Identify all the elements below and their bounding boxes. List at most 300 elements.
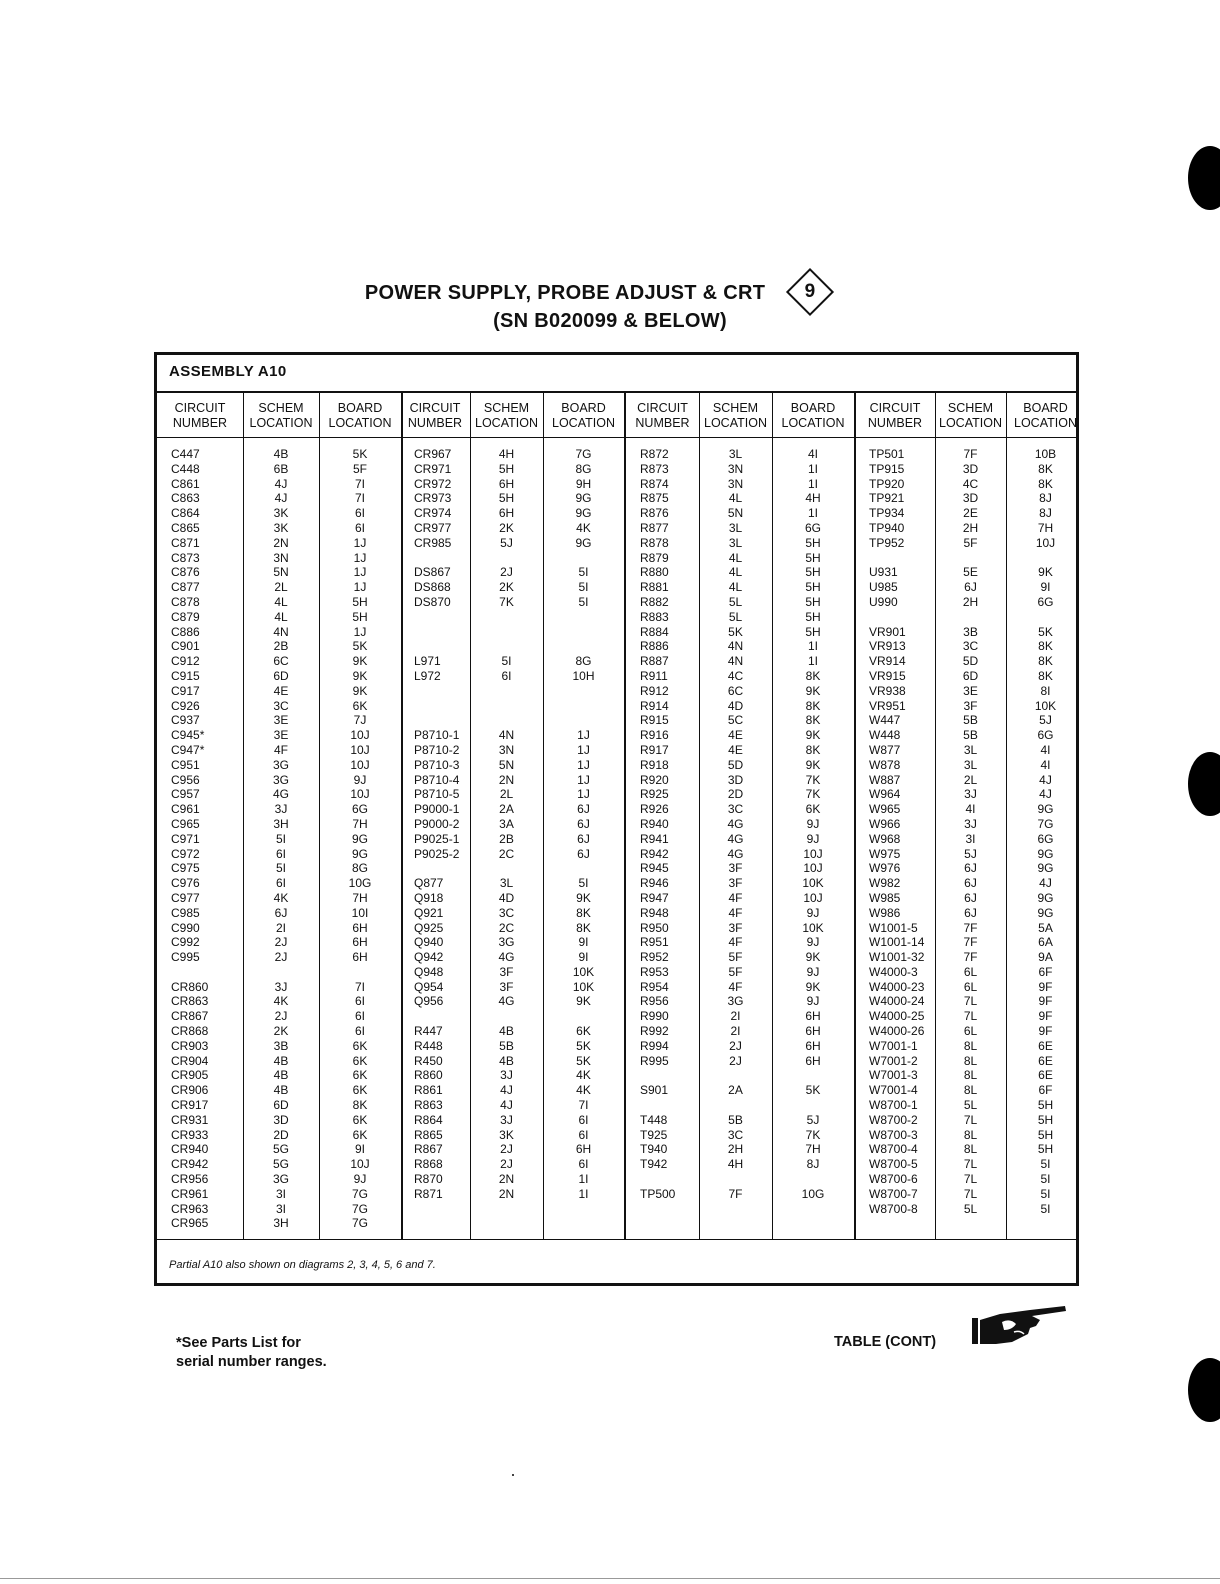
schem-location: 2A [499, 802, 514, 817]
schem-location: 2A [728, 1083, 743, 1098]
footer-divider [157, 1239, 1076, 1240]
circuit-number: W4000-26 [869, 1024, 925, 1039]
schem-location: 3C [498, 905, 515, 920]
circuit-number: R880 [640, 565, 669, 580]
table-row [855, 921, 1085, 936]
schem-location: 2J [729, 1038, 742, 1053]
column-group-3 [626, 391, 854, 1239]
board-location: 7I [578, 1098, 589, 1113]
table-row [626, 684, 854, 699]
board-column-header: BOARD LOCATION [328, 401, 392, 430]
circuit-number: R877 [640, 520, 669, 535]
schem-location: 4J [274, 476, 288, 491]
board-location: 9K [805, 979, 821, 994]
table-row [157, 994, 401, 1009]
circuit-number: C863 [171, 491, 200, 506]
circuit-number: C951 [171, 757, 200, 772]
circuit-number: TP500 [640, 1186, 676, 1201]
board-location: 9J [806, 994, 820, 1009]
board-location: 5H [1037, 1142, 1054, 1157]
board-location: 1J [353, 550, 367, 565]
table-row [855, 1083, 1085, 1098]
schem-location: 3D [727, 772, 744, 787]
circuit-number: CR965 [171, 1216, 209, 1231]
board-location: 5A [1038, 920, 1053, 935]
table-row [855, 861, 1085, 876]
board-location: 1I [807, 461, 818, 476]
board-location: 8K [352, 1098, 368, 1113]
schem-location: 3C [962, 639, 979, 654]
table-row [626, 1039, 854, 1054]
schem-location: 6J [964, 905, 977, 920]
circuit-number: C917 [171, 683, 200, 698]
table-row [855, 965, 1085, 980]
schem-location: 4G [727, 846, 744, 861]
table-row [626, 758, 854, 773]
circuit-number: R925 [640, 787, 669, 802]
board-location: 9F [1038, 979, 1053, 994]
board-location: 9K [805, 757, 821, 772]
schem-location: 2I [730, 1024, 741, 1039]
circuit-number: C878 [171, 594, 200, 609]
board-location: 5K [352, 639, 368, 654]
table-row [626, 610, 854, 625]
schem-location: 7L [963, 1112, 978, 1127]
schem-location: 6J [964, 890, 977, 905]
schem-location: 2L [963, 772, 978, 787]
circuit-number: CR940 [171, 1142, 209, 1157]
board-location: 6H [352, 935, 368, 950]
table-row [400, 1128, 624, 1143]
board-location: 10G [801, 1186, 825, 1201]
schem-location: 2E [963, 506, 978, 521]
schem-location: 4L [274, 594, 288, 609]
circuit-number: C971 [171, 831, 200, 846]
board-location: 6A [1038, 935, 1053, 950]
table-row [400, 935, 624, 950]
table-row [400, 1024, 624, 1039]
circuit-number: P8710-1 [414, 728, 460, 743]
board-location: 6K [576, 1024, 591, 1039]
board-location: 6H [805, 1038, 821, 1053]
board-location: 5I [578, 594, 589, 609]
circuit-column-header: CIRCUIT NUMBER [172, 401, 228, 430]
circuit-number: W8700-8 [869, 1201, 918, 1216]
schem-location: 3I [275, 1201, 286, 1216]
table-row [855, 699, 1085, 714]
table-row [157, 462, 401, 477]
board-location: 5K [576, 1053, 591, 1068]
table-row [855, 536, 1085, 551]
table-row [157, 802, 401, 817]
schem-location: 3F [728, 920, 743, 935]
table-row [855, 477, 1085, 492]
board-location: 4K [576, 520, 591, 535]
column-group-1 [157, 391, 401, 1239]
schem-location: 4C [727, 668, 744, 683]
table-row [400, 728, 624, 743]
table-row [157, 580, 401, 595]
schem-location: 2K [499, 520, 514, 535]
board-location: 5H [805, 550, 821, 565]
schem-location: 2N [498, 1172, 515, 1187]
board-location: 1J [577, 742, 590, 757]
schem-location: 2J [274, 935, 288, 950]
table-row [855, 758, 1085, 773]
circuit-number: CR974 [414, 506, 452, 521]
column-divider [243, 391, 244, 1239]
schem-location: 3L [499, 876, 514, 891]
board-location: 6H [805, 1053, 821, 1068]
circuit-number: W4000-24 [869, 994, 925, 1009]
circuit-number: CR942 [171, 1157, 209, 1172]
circuit-number: R450 [414, 1053, 443, 1068]
table-row [855, 610, 1085, 625]
table-row [157, 1172, 401, 1187]
table-row [157, 1216, 401, 1231]
table-row [855, 1068, 1085, 1083]
table-row [157, 595, 401, 610]
schem-location: 3K [499, 1127, 514, 1142]
board-location: 9F [1038, 994, 1053, 1009]
circuit-number: C975 [171, 861, 200, 876]
board-location: 5H [1037, 1112, 1054, 1127]
board-location: 9K [805, 950, 821, 965]
schem-location: 3F [499, 964, 514, 979]
schem-column-header: SCHEM LOCATION [939, 401, 1002, 430]
circuit-number: R867 [414, 1142, 443, 1157]
circuit-number: R881 [640, 580, 669, 595]
table-row [157, 565, 401, 580]
schem-location: 2B [273, 639, 289, 654]
table-row [157, 906, 401, 921]
schem-location: 5G [272, 1142, 289, 1157]
board-location: 5H [805, 535, 821, 550]
schem-location: 4K [273, 994, 289, 1009]
table-row [157, 891, 401, 906]
schem-location: 4C [962, 476, 979, 491]
column-divider [699, 391, 700, 1239]
column-divider [470, 391, 471, 1239]
table-row [855, 491, 1085, 506]
table-row [400, 1113, 624, 1128]
circuit-number: R861 [414, 1083, 443, 1098]
schem-location: 4G [272, 787, 289, 802]
schem-location: 5H [498, 491, 515, 506]
board-location: 8K [576, 920, 591, 935]
board-location: 5F [352, 461, 367, 476]
circuit-number: W8700-7 [869, 1186, 918, 1201]
circuit-number: VR915 [869, 668, 906, 683]
circuit-number: Q948 [414, 964, 444, 979]
board-location: 9J [806, 964, 820, 979]
board-location: 1I [578, 1186, 589, 1201]
circuit-number: VR901 [869, 624, 906, 639]
circuit-number: R870 [414, 1172, 443, 1187]
table-rows [626, 447, 854, 1202]
table-row [626, 832, 854, 847]
table-row [855, 639, 1085, 654]
circuit-number: W447 [869, 713, 901, 728]
board-location: 5H [805, 594, 821, 609]
schem-location: 4G [727, 816, 744, 831]
circuit-number: R945 [640, 861, 669, 876]
board-location: 10I [351, 905, 369, 920]
circuit-number: W982 [869, 876, 901, 891]
table-row [626, 861, 854, 876]
circuit-number: R865 [414, 1127, 443, 1142]
schem-location: 3E [273, 713, 289, 728]
circuit-number: P8710-5 [414, 787, 460, 802]
table-row [855, 1024, 1085, 1039]
board-location: 9K [352, 683, 368, 698]
circuit-number: CR985 [414, 535, 452, 550]
table-row [400, 743, 624, 758]
board-location: 7K [805, 772, 821, 787]
circuit-number: C876 [171, 565, 200, 580]
board-location: 8K [1038, 639, 1053, 654]
schem-location: 4F [273, 742, 288, 757]
schem-location: 4L [728, 565, 743, 580]
circuit-number: R884 [640, 624, 669, 639]
schem-location: 4B [273, 1083, 289, 1098]
circuit-number: R951 [640, 935, 669, 950]
table-row [626, 847, 854, 862]
table-row [400, 1142, 624, 1157]
board-location: 1I [807, 506, 818, 521]
schem-location: 4E [728, 742, 743, 757]
table-row [157, 536, 401, 551]
table-row [626, 565, 854, 580]
table-row [626, 595, 854, 610]
board-location: 6G [1037, 728, 1054, 743]
circuit-number: W965 [869, 802, 901, 817]
schem-location: 5G [272, 1157, 289, 1172]
board-location: 1I [578, 1172, 589, 1187]
table-row [626, 994, 854, 1009]
schem-location: 4B [273, 1068, 289, 1083]
circuit-number: CR931 [171, 1112, 209, 1127]
circuit-number: TP501 [869, 447, 905, 461]
circuit-number: C448 [171, 461, 200, 476]
table-row [157, 447, 401, 462]
board-location: 9A [1038, 950, 1053, 965]
table-row [400, 625, 624, 640]
board-location: 9K [352, 654, 368, 669]
board-column-header: BOARD LOCATION [781, 401, 845, 430]
column-divider [543, 391, 544, 1239]
circuit-number: CR973 [414, 491, 452, 506]
board-location: 1I [807, 639, 818, 654]
table-row [157, 521, 401, 536]
schem-location: 5L [963, 1098, 978, 1113]
table-row [157, 684, 401, 699]
table-row [157, 1098, 401, 1113]
schem-location: 2J [500, 565, 513, 580]
schem-location: 4N [727, 654, 744, 669]
schem-location: 4F [728, 935, 743, 950]
table-row [626, 773, 854, 788]
table-row [626, 536, 854, 551]
table-row [157, 1083, 401, 1098]
circuit-number: L972 [414, 668, 441, 683]
schem-location: 3K [273, 506, 289, 521]
schem-location: 3G [727, 994, 744, 1009]
board-location: 5J [1039, 713, 1052, 728]
board-location: 9G [575, 491, 592, 506]
circuit-number: W985 [869, 890, 901, 905]
board-location: 9I [1040, 580, 1051, 595]
table-row [400, 654, 624, 669]
schem-location: 4I [965, 802, 976, 817]
schem-location: 5F [728, 964, 743, 979]
schem-location: 4N [727, 639, 744, 654]
table-row [626, 1157, 854, 1172]
schem-location: 4F [728, 979, 743, 994]
schem-location: 3F [963, 698, 978, 713]
table-row [626, 802, 854, 817]
circuit-number: R871 [414, 1186, 443, 1201]
board-location: 10K [572, 964, 595, 979]
schem-location: 2H [727, 1142, 744, 1157]
circuit-number: R992 [640, 1024, 669, 1039]
schem-location: 3J [964, 816, 977, 831]
board-location: 7I [354, 979, 365, 994]
schem-location: 4L [274, 609, 288, 624]
schem-location: 8L [963, 1142, 978, 1157]
circuit-number: W4000-25 [869, 1009, 925, 1024]
table-row [157, 1068, 401, 1083]
circuit-number: R886 [640, 639, 669, 654]
circuit-number: C985 [171, 905, 200, 920]
circuit-number: VR913 [869, 639, 906, 654]
table-row [855, 994, 1085, 1009]
schem-location: 3H [273, 816, 289, 831]
table-row [855, 447, 1085, 462]
board-location: 7G [351, 1216, 368, 1231]
circuit-number: CR956 [171, 1172, 209, 1187]
table-row [400, 536, 624, 551]
table-row [855, 891, 1085, 906]
table-row [626, 1054, 854, 1069]
board-location: 8K [805, 668, 821, 683]
schem-location: 2H [962, 520, 979, 535]
table-row [157, 639, 401, 654]
board-location: 8K [1038, 461, 1053, 476]
table-row [400, 595, 624, 610]
circuit-number: W968 [869, 831, 901, 846]
schem-location: 3C [273, 698, 289, 713]
circuit-column-header: CIRCUIT NUMBER [407, 401, 463, 430]
board-location: 7H [352, 890, 368, 905]
table-row [157, 610, 401, 625]
table-row [626, 669, 854, 684]
circuit-number: R864 [414, 1112, 443, 1127]
board-location: 6J [577, 802, 590, 817]
schem-location: 2N [498, 772, 515, 787]
schem-location: 2J [729, 1053, 742, 1068]
table-row [400, 491, 624, 506]
schem-location: 4N [273, 624, 289, 639]
schem-location: 7F [963, 935, 978, 950]
table-row [400, 773, 624, 788]
table-row [157, 935, 401, 950]
circuit-number: U931 [869, 565, 898, 580]
column-divider [1006, 391, 1007, 1239]
schem-column-header: SCHEM LOCATION [475, 401, 538, 430]
table-row [855, 1142, 1085, 1157]
circuit-number: W8700-2 [869, 1112, 918, 1127]
board-location: 10G [348, 876, 372, 891]
table-row [400, 551, 624, 566]
table-row [626, 743, 854, 758]
table-row [157, 1024, 401, 1039]
board-location: 5I [578, 580, 589, 595]
table-row [626, 580, 854, 595]
table-row [855, 1157, 1085, 1172]
table-row [855, 773, 1085, 788]
circuit-number: CR868 [171, 1024, 209, 1039]
circuit-number: TP940 [869, 520, 905, 535]
board-location: 1J [353, 565, 367, 580]
table-row [626, 965, 854, 980]
table-row [855, 669, 1085, 684]
schem-location: 5J [500, 535, 513, 550]
board-location: 4I [1040, 742, 1051, 757]
table-row [400, 832, 624, 847]
circuit-number: DS867 [414, 565, 451, 580]
schem-location: 7L [963, 994, 978, 1009]
circuit-number: T925 [640, 1127, 668, 1142]
circuit-number: R883 [640, 609, 669, 624]
table-row [400, 1054, 624, 1069]
schem-location: 4L [728, 580, 743, 595]
board-location: 9G [1037, 890, 1054, 905]
schem-location: 6D [273, 1098, 289, 1113]
table-row [157, 950, 401, 965]
board-location: 5H [1037, 1098, 1054, 1113]
schem-location: 3L [963, 742, 978, 757]
circuit-number: R911 [640, 668, 668, 683]
table-row [400, 669, 624, 684]
schem-location: 5B [963, 728, 978, 743]
table-rows [855, 447, 1085, 1216]
schem-location: 4B [273, 1053, 289, 1068]
table-row [626, 1172, 854, 1187]
table-row [400, 462, 624, 477]
board-location: 7I [354, 491, 365, 506]
table-row [626, 1098, 854, 1113]
circuit-number: C447 [171, 447, 200, 461]
circuit-number: DS870 [414, 594, 451, 609]
schem-location: 5I [275, 861, 286, 876]
schem-location: 2C [498, 846, 515, 861]
board-location: 6I [354, 1024, 365, 1039]
board-location: 5H [805, 580, 821, 595]
schem-location: 4D [727, 698, 744, 713]
table-row [157, 506, 401, 521]
schem-location: 4B [273, 447, 289, 461]
schem-location: 5F [963, 535, 978, 550]
circuit-number: C947* [171, 742, 205, 757]
schem-location: 3F [728, 861, 743, 876]
board-location: 7G [575, 447, 592, 461]
board-location: 5J [806, 1112, 820, 1127]
schem-location: 3D [962, 491, 979, 506]
circuit-number: C912 [171, 654, 200, 669]
table-row [626, 921, 854, 936]
schem-location: 4E [273, 683, 289, 698]
